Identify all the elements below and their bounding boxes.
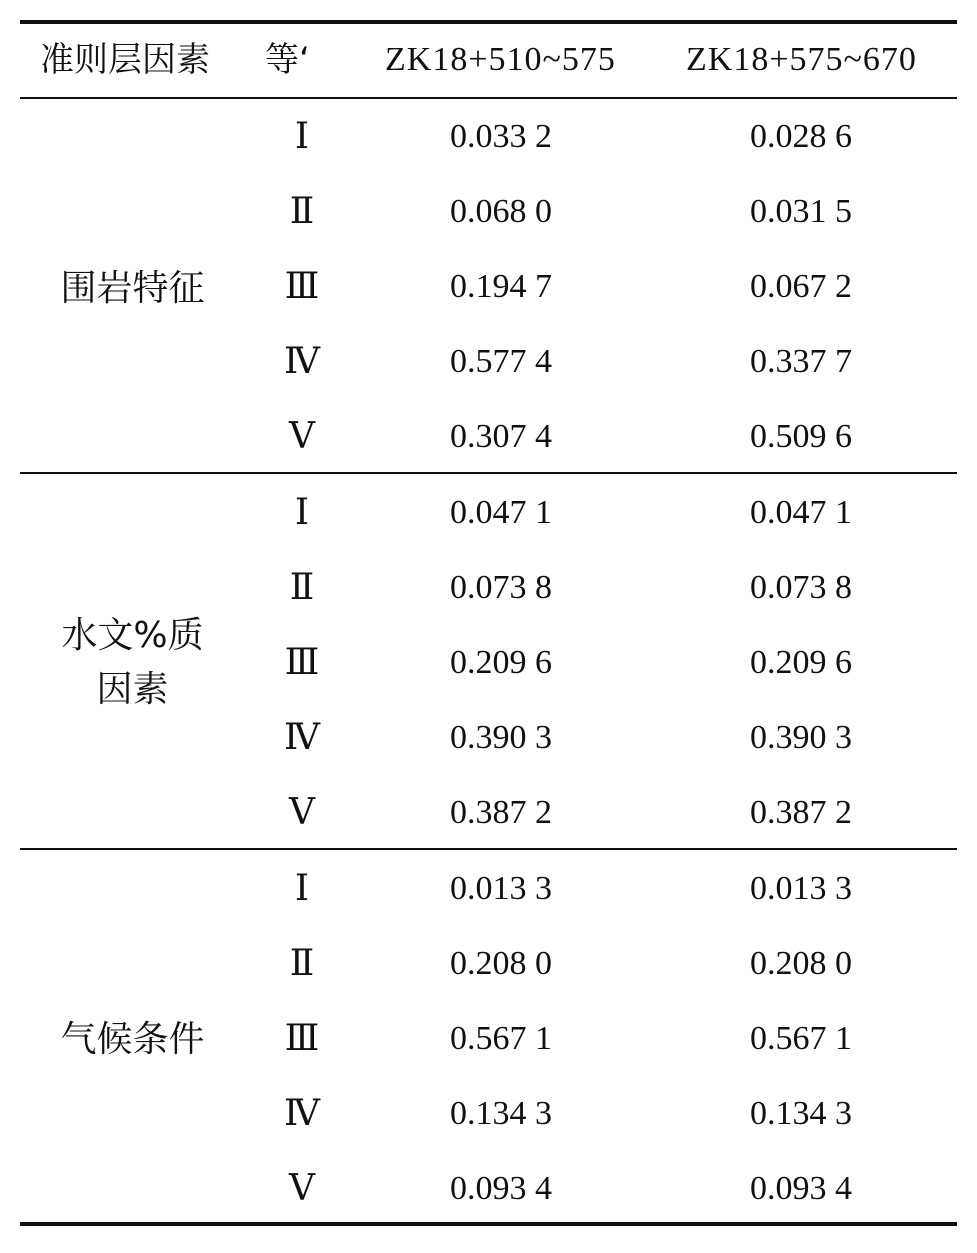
- grade-label: Ⅳ: [284, 717, 320, 758]
- table-cell: 0.093 4: [450, 1170, 552, 1207]
- table-cell: 0.013 3: [750, 870, 852, 907]
- table-cell: 0.208 0: [750, 945, 852, 982]
- group1-bottom-rule: [20, 472, 957, 474]
- header-criterion-factor: 准则层因素: [40, 40, 210, 80]
- table-cell: 0.567 1: [450, 1020, 552, 1057]
- table-cell: 0.337 7: [750, 343, 852, 380]
- table-cell: 0.073 8: [750, 569, 852, 606]
- table-cell: 0.134 3: [450, 1095, 552, 1132]
- grade-label: Ⅰ: [294, 116, 310, 157]
- grade-label: Ⅳ: [284, 1093, 320, 1134]
- table-cell: 0.194 7: [450, 268, 552, 305]
- table-top-rule: [20, 20, 957, 24]
- table-cell: 0.031 5: [750, 193, 852, 230]
- table-cell: 0.134 3: [750, 1095, 852, 1132]
- grade-label: Ⅲ: [284, 642, 320, 683]
- factor-label: 气候条件: [60, 1019, 205, 1060]
- grade-label: Ⅴ: [289, 792, 315, 833]
- table-cell: 0.509 6: [750, 418, 852, 455]
- header-section-2: ZK18+575~670: [686, 41, 917, 78]
- factor-label: 围岩特征: [60, 268, 205, 309]
- table-cell: 0.067 2: [750, 268, 852, 305]
- grade-label: Ⅱ: [289, 191, 315, 232]
- table-cell: 0.033 2: [450, 118, 552, 155]
- table-cell: 0.028 6: [750, 118, 852, 155]
- table-cell: 0.387 2: [450, 794, 552, 831]
- grade-label: Ⅴ: [289, 1168, 315, 1209]
- table-cell: 0.047 1: [450, 494, 552, 531]
- table-cell: 0.073 8: [450, 569, 552, 606]
- group2-bottom-rule: [20, 848, 957, 850]
- grade-label: Ⅰ: [294, 492, 310, 533]
- table-cell: 0.013 3: [450, 870, 552, 907]
- table-cell: 0.047 1: [750, 494, 852, 531]
- header-section-1: ZK18+510~575: [385, 41, 616, 78]
- table-cell: 0.307 4: [450, 418, 552, 455]
- grade-label: Ⅱ: [289, 567, 315, 608]
- header-bottom-rule: [20, 97, 957, 99]
- header-grade: 等‘: [265, 40, 310, 80]
- table-cell: 0.390 3: [750, 719, 852, 756]
- grade-label: Ⅱ: [289, 943, 315, 984]
- factor-label-line2: 因素: [96, 669, 169, 710]
- grade-label: Ⅲ: [284, 266, 320, 307]
- grade-label: Ⅲ: [284, 1018, 320, 1059]
- grade-label: Ⅰ: [294, 868, 310, 909]
- table-cell: 0.209 6: [750, 644, 852, 681]
- table-cell: 0.567 1: [750, 1020, 852, 1057]
- table-cell: 0.068 0: [450, 193, 552, 230]
- table-bottom-rule: [20, 1222, 957, 1226]
- table-cell: 0.208 0: [450, 945, 552, 982]
- table-cell: 0.577 4: [450, 343, 552, 380]
- factor-label-line1: 水文%质: [61, 615, 204, 656]
- grade-label: Ⅳ: [284, 341, 320, 382]
- table-cell: 0.387 2: [750, 794, 852, 831]
- table-cell: 0.209 6: [450, 644, 552, 681]
- table-cell: 0.390 3: [450, 719, 552, 756]
- grade-label: Ⅴ: [289, 416, 315, 457]
- table-cell: 0.093 4: [750, 1170, 852, 1207]
